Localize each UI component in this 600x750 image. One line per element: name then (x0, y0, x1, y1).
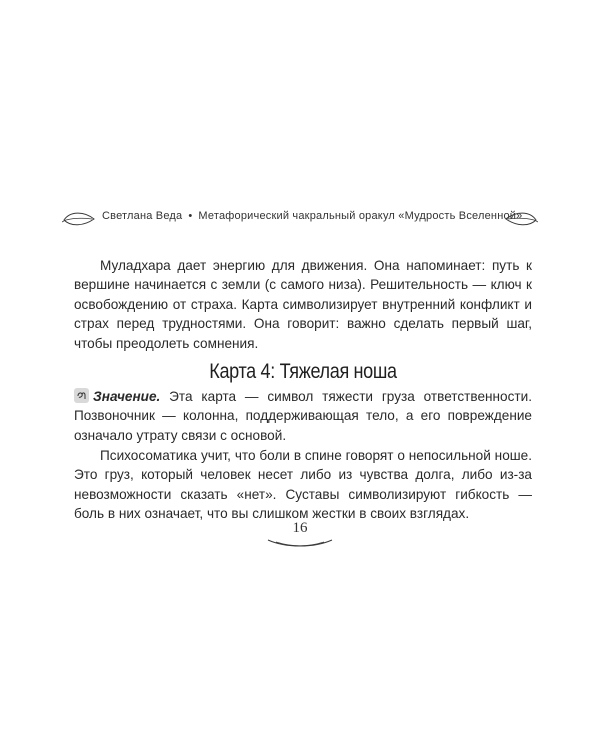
paragraph-meaning (74, 387, 532, 446)
leaf-ornament-icon (62, 210, 96, 228)
swash-ornament-icon (266, 537, 334, 549)
header-author: Светлана Веда (102, 210, 183, 222)
meaning-marker-icon (74, 388, 89, 403)
header-book-title: Метафорический чакральный оракул «Мудрость Вселенной» (198, 210, 523, 222)
running-header (62, 208, 538, 234)
paragraph-intro: Муладхара дает энергию для движения. Она напоминает: путь к вершине начинается с земли (с самого низа). Решительность — ключ к освобождению от страха. Карта символизирует внутренний конфликт и страх перед трудностями. Она говорит: важно сделать первый шаг, чтобы преодолеть сомнения. (74, 257, 532, 351)
header-separator: • (188, 210, 193, 222)
meaning-label: Значение. (93, 388, 161, 404)
running-head-text (102, 210, 523, 222)
leaf-ornament-icon (504, 210, 538, 228)
meaning-text: Эта карта — символ тяжести груза ответственности. Позвоночник — колонна, поддерживающая тело, а его повреждение означало утрату связи с основой. (74, 388, 532, 443)
paragraph-psychosomatics: Психосоматика учит, что боли в спине говорят о непосильной ноше. Это груз, который человек несет либо из чувства долга, либо из-за невозможности сказать «нет». Суставы символизируют гибкость — боль в них означает, что вы слишком жестки в своих взглядах. (74, 447, 532, 522)
page-number: 16 (292, 520, 308, 536)
section-heading: Карта 4: Тяжелая ноша (209, 360, 397, 384)
